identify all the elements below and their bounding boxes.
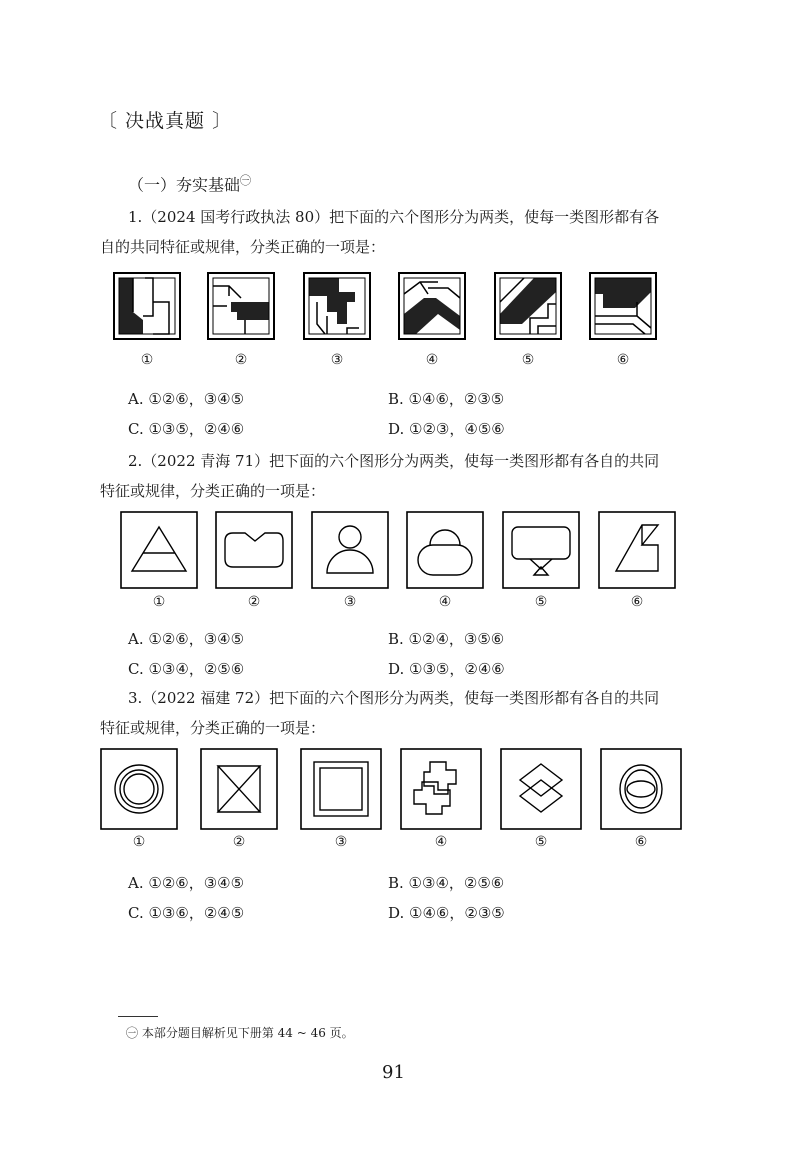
q2-option-d[interactable]: D. ①③⑤，②④⑥ <box>388 660 505 678</box>
q1-option-b[interactable]: B. ①④⑥，②③⑤ <box>388 390 505 408</box>
q1-option-c[interactable]: C. ①③⑤，②④⑥ <box>128 420 245 438</box>
footnote-mark: ㊀ <box>240 174 252 187</box>
q3-label-5: ⑤ <box>534 834 548 850</box>
q3-label-2: ② <box>232 834 246 850</box>
section-title: 〔 决战真题 〕 <box>98 110 233 132</box>
q1-option-d[interactable]: D. ①②③，④⑤⑥ <box>388 420 505 438</box>
question-2-line2: 特征或规律，分类正确的一项是： <box>100 482 326 500</box>
question-1-line2: 自的共同特征或规律，分类正确的一项是： <box>100 238 386 256</box>
q1-label-1: ① <box>140 352 154 368</box>
q1-label-3: ③ <box>330 352 344 368</box>
footnote: ㊀ 本部分题目解析见下册第 44 ~ 46 页。 <box>126 1026 354 1040</box>
q1-label-4: ④ <box>425 352 439 368</box>
q2-figure-2 <box>215 511 293 589</box>
q2-label-1: ① <box>152 594 166 610</box>
q2-label-3: ③ <box>343 594 357 610</box>
question-1-line1: 1.（2024 国考行政执法 80）把下面的六个图形分为两类，使每一类图形都有各 <box>128 208 660 226</box>
page-number: 91 <box>382 1062 405 1083</box>
q3-option-c[interactable]: C. ①③⑥，②④⑤ <box>128 904 245 922</box>
q3-option-b[interactable]: B. ①③④，②⑤⑥ <box>388 874 505 892</box>
q2-label-6: ⑥ <box>630 594 644 610</box>
q1-figure-3 <box>303 272 371 340</box>
q3-label-1: ① <box>132 834 146 850</box>
q3-figure-5 <box>500 748 582 830</box>
q2-label-2: ② <box>247 594 261 610</box>
q1-label-6: ⑥ <box>616 352 630 368</box>
q2-figure-3 <box>311 511 389 589</box>
question-3-line1: 3.（2022 福建 72）把下面的六个图形分为两类，使每一类图形都有各自的共同 <box>128 689 660 707</box>
q2-figure-4 <box>406 511 484 589</box>
q3-figure-3 <box>300 748 382 830</box>
q1-option-a[interactable]: A. ①②⑥，③④⑤ <box>128 390 245 408</box>
question-3-text <box>100 683 698 743</box>
q3-figure-1 <box>100 748 178 830</box>
q2-label-5: ⑤ <box>534 594 548 610</box>
q2-option-c[interactable]: C. ①③④，②⑤⑥ <box>128 660 245 678</box>
q2-figure-6 <box>598 511 676 589</box>
question-3-line2: 特征或规律，分类正确的一项是： <box>100 719 326 737</box>
q2-option-b[interactable]: B. ①②④，③⑤⑥ <box>388 630 505 648</box>
q3-label-4: ④ <box>434 834 448 850</box>
q3-option-a[interactable]: A. ①②⑥，③④⑤ <box>128 874 245 892</box>
question-1-text <box>100 202 698 262</box>
q3-label-6: ⑥ <box>634 834 648 850</box>
q2-figure-1 <box>120 511 198 589</box>
q2-label-4: ④ <box>438 594 452 610</box>
q1-figure-5 <box>494 272 562 340</box>
q1-figure-2 <box>207 272 275 340</box>
q2-figure-5 <box>502 511 580 589</box>
q1-label-5: ⑤ <box>521 352 535 368</box>
q3-figure-2 <box>200 748 278 830</box>
footnote-divider <box>118 1016 158 1017</box>
subsection-title <box>128 172 251 195</box>
question-2-text <box>100 446 698 506</box>
q1-figure-6 <box>589 272 657 340</box>
q1-figure-4 <box>398 272 466 340</box>
q1-figure-1 <box>113 272 181 340</box>
subsection-title-text: （一）夯实基础 <box>128 175 241 195</box>
q3-figure-4 <box>400 748 482 830</box>
q3-option-d[interactable]: D. ①④⑥，②③⑤ <box>388 904 505 922</box>
question-2-line1: 2.（2022 青海 71）把下面的六个图形分为两类，使每一类图形都有各自的共同 <box>128 452 660 470</box>
q3-label-3: ③ <box>334 834 348 850</box>
q2-option-a[interactable]: A. ①②⑥，③④⑤ <box>128 630 245 648</box>
q1-label-2: ② <box>234 352 248 368</box>
q3-figure-6 <box>600 748 682 830</box>
